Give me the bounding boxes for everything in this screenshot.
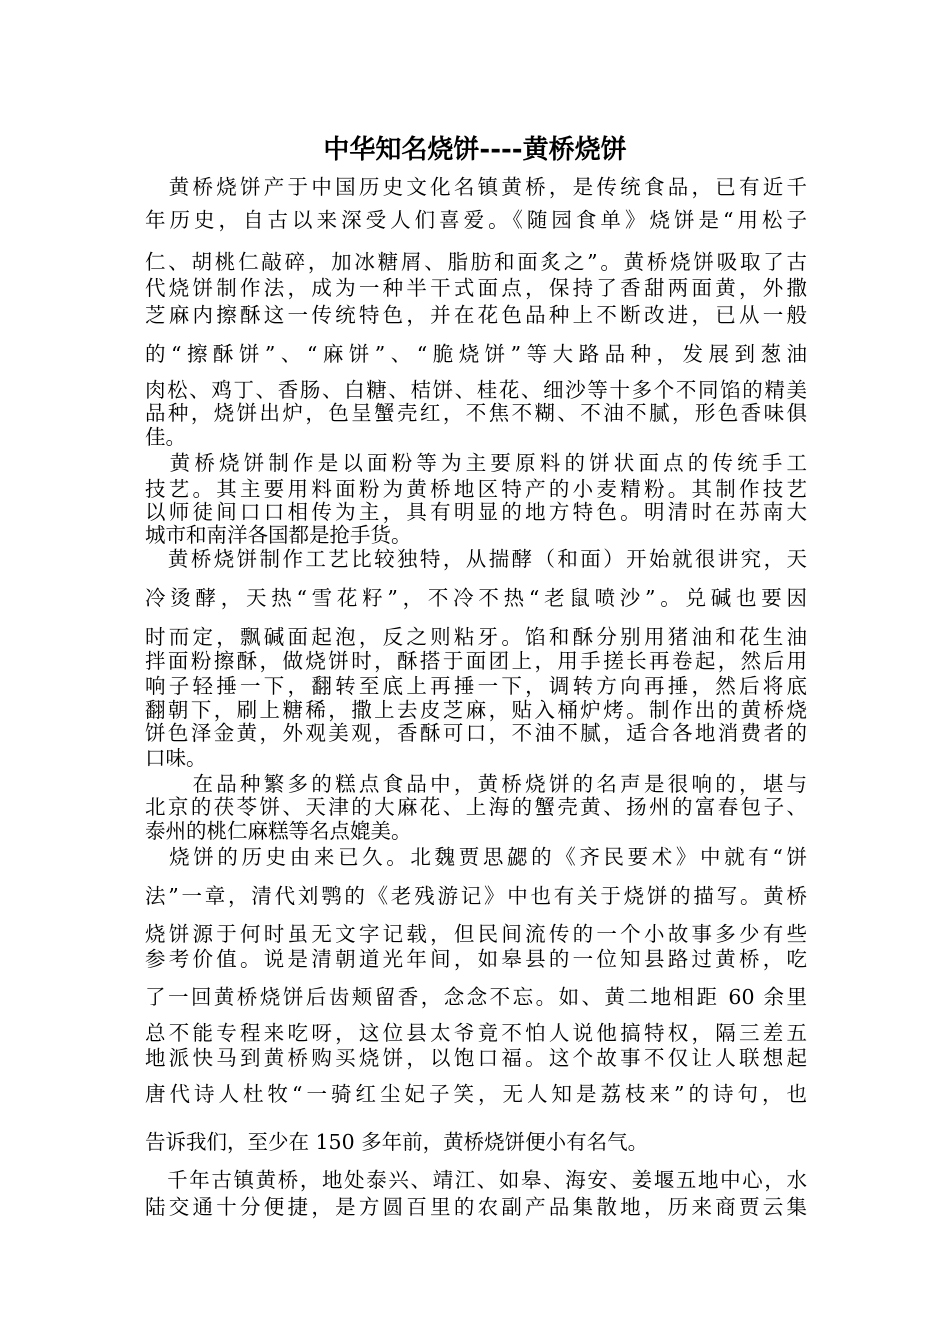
text-line: 技艺。其主要用料面粉为黄桥地区特产的小麦精粉。其制作技艺: [145, 477, 807, 501]
text-line: 芝麻内擦酥这一传统特色，并在花色品种上不断改进，已从一般: [145, 303, 807, 327]
text-line: 烧饼源于何时虽无文字记载，但民间流传的一个小故事多少有些: [145, 922, 807, 946]
text-line: 品种，烧饼出炉，色呈蟹壳红，不焦不糊、不油不腻，形色香味俱: [145, 401, 807, 425]
document-title: 中华知名烧饼----黄桥烧饼: [323, 135, 627, 165]
text-line: 泰州的桃仁麻糕等名点媲美。: [145, 819, 412, 843]
text-line: 翻朝下，刷上糖稀，撒上去皮芝麻，贴入桶炉烤。制作出的黄桥烧: [145, 698, 807, 722]
text-line: 在品种繁多的糕点食品中，黄桥烧饼的名声是很响的，堪与: [145, 772, 807, 796]
text-line: 唐代诗人杜牧“一骑红尘妃子笑，无人知是荔枝来”的诗句，也: [145, 1082, 807, 1106]
text-line: 的“擦酥饼”、“麻饼”、“脆烧饼”等大路品种，发展到葱油: [145, 342, 807, 366]
text-line: 城市和南洋各国都是抢手货。: [145, 523, 412, 547]
text-line: 拌面粉擦酥，做烧饼时，酥搭于面团上，用手搓长再卷起，然后用: [145, 649, 807, 673]
text-line: 千年古镇黄桥，地处泰兴、靖江、如皋、海安、姜堰五地中心，水: [145, 1168, 807, 1192]
text-line: 了一回黄桥烧饼后齿颊留香，念念不忘。如、黄二地相距 60 余里: [145, 985, 807, 1009]
text-line: 仁、胡桃仁敲碎，加冰糖屑、脂肪和面炙之”。黄桥烧饼吸取了古: [145, 250, 807, 274]
text-line: 黄桥烧饼制作是以面粉等为主要原料的饼状面点的传统手工: [145, 451, 807, 475]
text-line: 陆交通十分便捷，是方圆百里的农副产品集散地，历来商贾云集: [145, 1195, 807, 1219]
text-line: 烧饼的历史由来已久。北魏贾思勰的《齐民要术》中就有“饼: [145, 845, 807, 869]
text-line: 总不能专程来吃呀，这位县太爷竟不怕人说他搞特权，隔三差五: [145, 1021, 807, 1045]
text-line: 时而定，飘碱面起泡，反之则粘牙。馅和酥分别用猪油和花生油: [145, 625, 807, 649]
text-line: 法”一章，清代刘鹗的《老残游记》中也有关于烧饼的描写。黄桥: [145, 884, 807, 908]
text-line: 饼色泽金黄，外观美观，香酥可口，不油不腻，适合各地消费者的: [145, 721, 807, 745]
text-line: 以师徒间口口相传为主，具有明显的地方特色。明清时在苏南大: [145, 500, 807, 524]
text-line: 告诉我们，至少在 150 多年前，黄桥烧饼便小有名气。: [145, 1130, 649, 1154]
text-line: 冷烫酵，天热“雪花籽”，不冷不热“老鼠喷沙”。兑碱也要因: [145, 586, 807, 610]
text-line: 响子轻捶一下，翻转至底上再捶一下，调转方向再捶，然后将底: [145, 674, 807, 698]
text-line: 肉松、鸡丁、香肠、白糖、桔饼、桂花、细沙等十多个不同馅的精美: [145, 378, 807, 402]
text-line: 黄桥烧饼产于中国历史文化名镇黄桥，是传统食品，已有近千: [145, 175, 807, 199]
text-line: 地派快马到黄桥购买烧饼，以饱口福。这个故事不仅让人联想起: [145, 1046, 807, 1070]
text-line: 佳。: [145, 425, 186, 449]
text-line: 年历史，自古以来深受人们喜爱。《随园食单》烧饼是“用松子: [145, 208, 807, 232]
text-line: 参考价值。说是清朝道光年间，如皋县的一位知县路过黄桥，吃: [145, 947, 807, 971]
text-line: 口味。: [145, 746, 207, 770]
text-line: 黄桥烧饼制作工艺比较独特，从揣酵（和面）开始就很讲究，天: [145, 547, 807, 571]
text-line: 代烧饼制作法，成为一种半干式面点，保持了香甜两面黄，外撒: [145, 276, 807, 300]
text-line: 北京的茯苓饼、天津的大麻花、上海的蟹壳黄、扬州的富春包子、: [145, 795, 807, 819]
